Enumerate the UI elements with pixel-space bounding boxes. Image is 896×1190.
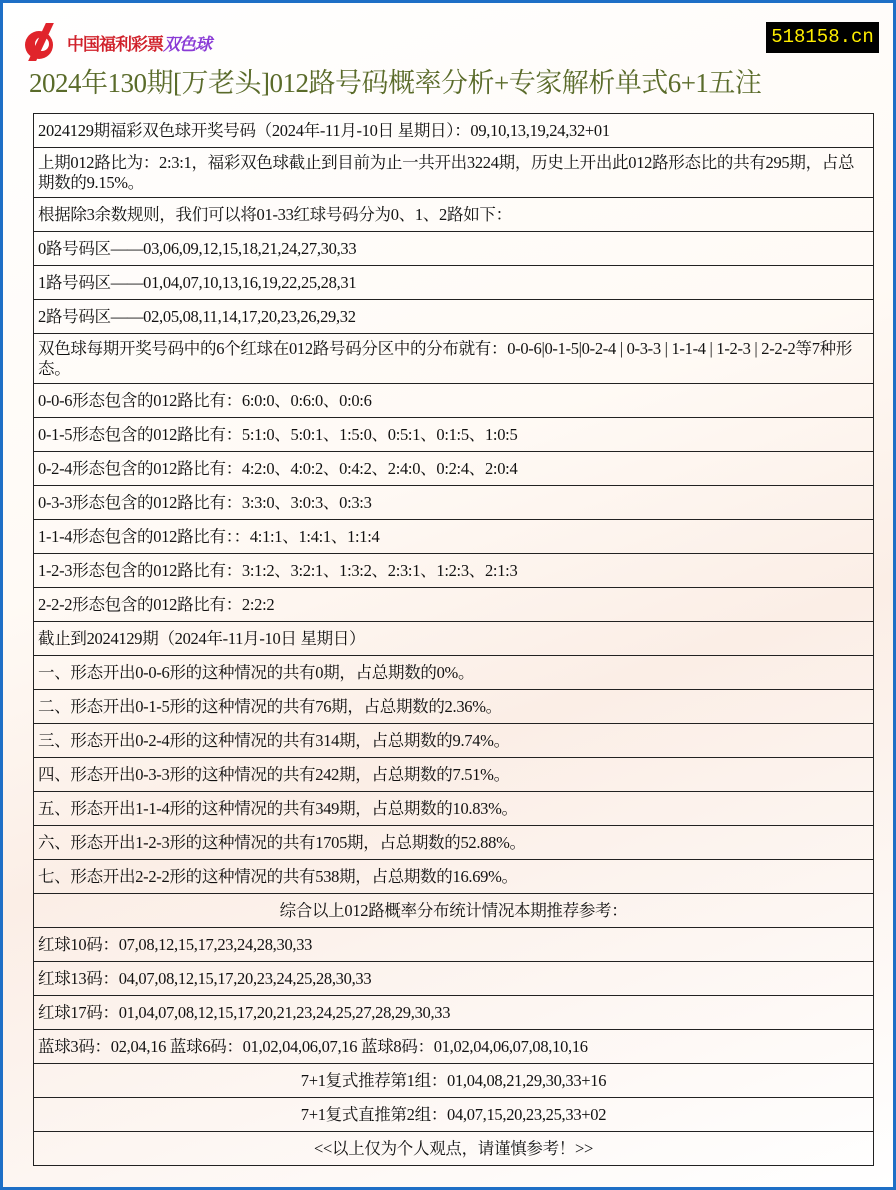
table-cell: 截止到2024129期（2024年-11月-10日 星期日）	[34, 622, 874, 656]
table-cell: 0-2-4形态包含的012路比有：4:2:0、4:0:2、0:4:2、2:4:0、0:2:4、2:0:4	[34, 452, 874, 486]
table-row	[34, 1030, 874, 1064]
table-cell: 0-0-6形态包含的012路比有：6:0:0、0:6:0、0:0:6	[34, 384, 874, 418]
table-cell: 0-1-5形态包含的012路比有：5:1:0、5:0:1、1:5:0、0:5:1、0:1:5、1:0:5	[34, 418, 874, 452]
table-cell: 7+1复式推荐第1组：01,04,08,21,29,30,33+16	[34, 1064, 874, 1098]
table-row	[34, 1132, 874, 1166]
logo-text: 中国福利彩票双色球	[67, 34, 211, 55]
table-cell: 1-2-3形态包含的012路比有：3:1:2、3:2:1、1:3:2、2:3:1、1:2:3、2:1:3	[34, 554, 874, 588]
table-row	[34, 114, 874, 148]
table-cell: 0路号码区——03,06,09,12,15,18,21,24,27,30,33	[34, 232, 874, 266]
table-cell: 七、形态开出2-2-2形的这种情况的共有538期，占总期数的16.69%。	[34, 860, 874, 894]
table-cell: 7+1复式直推第2组：04,07,15,20,23,25,33+02	[34, 1098, 874, 1132]
table-row	[34, 860, 874, 894]
table-cell: 双色球每期开奖号码中的6个红球在012路号码分区中的分布就有：0-0-6|0-1-5|0-2-4 | 0-3-3 | 1-1-4 | 1-2-3 | 2-2-2等7种形态。	[34, 334, 874, 384]
table-row	[34, 300, 874, 334]
table-row	[34, 334, 874, 384]
table-row	[34, 148, 874, 198]
table-cell: 根据除3余数规则，我们可以将01-33红球号码分为0、1、2路如下：	[34, 198, 874, 232]
table-row	[34, 1064, 874, 1098]
table-cell: 四、形态开出0-3-3形的这种情况的共有242期，占总期数的7.51%。	[34, 758, 874, 792]
site-badge[interactable]: 518158.cn	[766, 22, 879, 53]
table-cell: 1-1-4形态包含的012路比有：：4:1:1、1:4:1、1:1:4	[34, 520, 874, 554]
table-cell: 一、形态开出0-0-6形的这种情况的共有0期，占总期数的0%。	[34, 656, 874, 690]
table-cell: 上期012路比为：2:3:1，福彩双色球截止到目前为止一共开出3224期，历史上开出此012路形态比的共有295期，占总期数的9.15%。	[34, 148, 874, 198]
table-row	[34, 266, 874, 300]
table-row	[34, 656, 874, 690]
table-row	[34, 384, 874, 418]
table-cell: 二、形态开出0-1-5形的这种情况的共有76期，占总期数的2.36%。	[34, 690, 874, 724]
table-row	[34, 198, 874, 232]
table-row	[34, 928, 874, 962]
table-cell: 六、形态开出1-2-3形的这种情况的共有1705期，占总期数的52.88%。	[34, 826, 874, 860]
table-row	[34, 486, 874, 520]
lottery-logo	[23, 23, 211, 61]
table-cell: 三、形态开出0-2-4形的这种情况的共有314期，占总期数的9.74%。	[34, 724, 874, 758]
table-cell: 红球10码：07,08,12,15,17,23,24,28,30,33	[34, 928, 874, 962]
table-row	[34, 996, 874, 1030]
table-cell: 蓝球3码：02,04,16 蓝球6码：01,02,04,06,07,16 蓝球8码：01,02,04,06,07,08,10,16	[34, 1030, 874, 1064]
table-cell: 0-3-3形态包含的012路比有：3:3:0、3:0:3、0:3:3	[34, 486, 874, 520]
table-cell: 1路号码区——01,04,07,10,13,16,19,22,25,28,31	[34, 266, 874, 300]
page-title: 2024年130期[万老头]012路号码概率分析+专家解析单式6+1五注	[29, 68, 762, 98]
table-row	[34, 520, 874, 554]
table-cell: 2-2-2形态包含的012路比有：2:2:2	[34, 588, 874, 622]
table-row	[34, 452, 874, 486]
table-row	[34, 232, 874, 266]
table-row	[34, 894, 874, 928]
table-row	[34, 418, 874, 452]
table-cell: 五、形态开出1-1-4形的这种情况的共有349期，占总期数的10.83%。	[34, 792, 874, 826]
table-row	[34, 622, 874, 656]
table-row	[34, 690, 874, 724]
table-row	[34, 758, 874, 792]
table-row	[34, 1098, 874, 1132]
table-cell: 综合以上012路概率分布统计情况本期推荐参考：	[34, 894, 874, 928]
analysis-table	[33, 113, 874, 1166]
welfare-lottery-logo-icon	[23, 23, 63, 61]
table-cell: 2024129期福彩双色球开奖号码（2024年-11月-10日 星期日）：09,10,13,19,24,32+01	[34, 114, 874, 148]
table-row	[34, 792, 874, 826]
table-row	[34, 962, 874, 996]
table-row	[34, 724, 874, 758]
table-cell: 红球13码：04,07,08,12,15,17,20,23,24,25,28,30,33	[34, 962, 874, 996]
table-row	[34, 826, 874, 860]
table-row	[34, 554, 874, 588]
table-cell: 2路号码区——02,05,08,11,14,17,20,23,26,29,32	[34, 300, 874, 334]
table-row	[34, 588, 874, 622]
table-cell: <<以上仅为个人观点，请谨慎参考！>>	[34, 1132, 874, 1166]
table-cell: 红球17码：01,04,07,08,12,15,17,20,21,23,24,25,27,28,29,30,33	[34, 996, 874, 1030]
